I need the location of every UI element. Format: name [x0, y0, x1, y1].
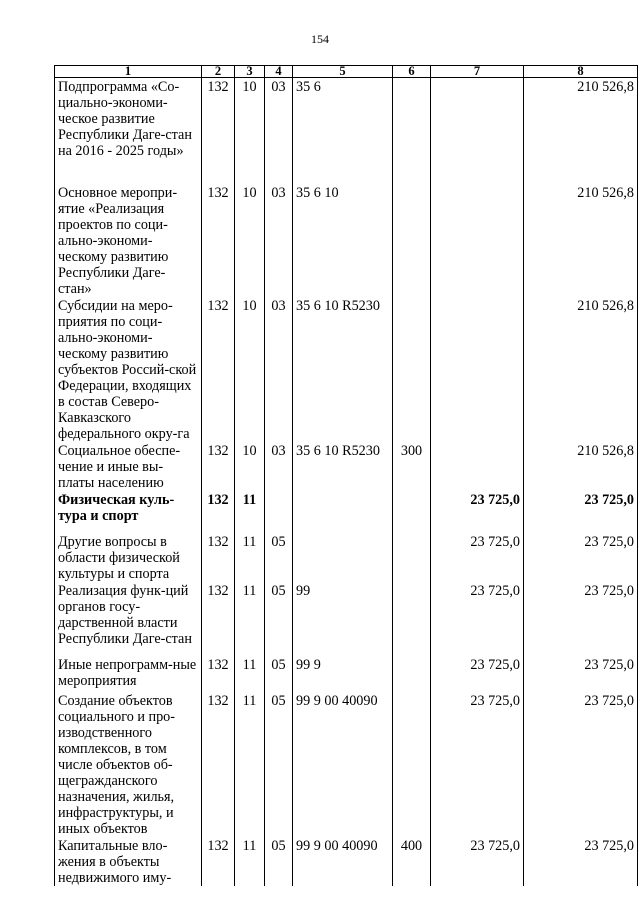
table-row [55, 692, 638, 837]
code-6-cell [393, 692, 431, 837]
code-6-cell [393, 78, 431, 184]
code-3-cell: 10 [235, 442, 265, 491]
code-5-cell: 99 9 00 40090 [293, 837, 393, 886]
code-3-cell: 11 [235, 491, 265, 533]
code-2-cell: 132 [202, 297, 235, 442]
table-row [55, 837, 638, 886]
amount-8-cell: 210 526,8 [524, 78, 638, 184]
amount-7-cell [431, 184, 524, 297]
code-2-cell: 132 [202, 656, 235, 692]
code-6-cell: 300 [393, 442, 431, 491]
amount-7-cell: 23 725,0 [431, 582, 524, 656]
column-header: 3 [235, 66, 265, 78]
row-name-cell: Социальное обеспе-чение и иные вы-платы населению [55, 442, 202, 491]
amount-8-cell: 210 526,8 [524, 184, 638, 297]
code-5-cell: 35 6 [293, 78, 393, 184]
column-header: 7 [431, 66, 524, 78]
code-4-cell: 03 [265, 442, 293, 491]
code-6-cell [393, 582, 431, 656]
code-4-cell: 03 [265, 297, 293, 442]
row-name-cell: Реализация функ-ций органов госу-дарственной власти Республики Даге-стан [55, 582, 202, 656]
table-header-row [55, 66, 638, 78]
code-6-cell [393, 656, 431, 692]
code-6-cell [393, 533, 431, 582]
row-name-cell: Иные непрограмм-ные мероприятия [55, 656, 202, 692]
code-2-cell: 132 [202, 491, 235, 533]
code-3-cell: 10 [235, 78, 265, 184]
code-5-cell: 99 9 [293, 656, 393, 692]
code-2-cell: 132 [202, 837, 235, 886]
amount-8-cell: 23 725,0 [524, 656, 638, 692]
column-header: 5 [293, 66, 393, 78]
code-3-cell: 10 [235, 297, 265, 442]
page-number: 154 [311, 32, 329, 46]
table-row [55, 184, 638, 297]
row-name-cell: Физическая куль-тура и спорт [55, 491, 202, 533]
code-5-cell: 35 6 10 R5230 [293, 442, 393, 491]
table-row [55, 442, 638, 491]
amount-7-cell: 23 725,0 [431, 692, 524, 837]
code-2-cell: 132 [202, 78, 235, 184]
code-5-cell: 99 [293, 582, 393, 656]
row-name-cell: Другие вопросы в области физической культуры и спорта [55, 533, 202, 582]
amount-8-cell: 23 725,0 [524, 692, 638, 837]
table-row [55, 491, 638, 533]
column-header: 2 [202, 66, 235, 78]
code-3-cell: 11 [235, 533, 265, 582]
column-header: 6 [393, 66, 431, 78]
code-2-cell: 132 [202, 582, 235, 656]
code-4-cell: 03 [265, 184, 293, 297]
code-6-cell [393, 184, 431, 297]
column-header: 8 [524, 66, 638, 78]
table-row [55, 533, 638, 582]
code-6-cell [393, 491, 431, 533]
table-row [55, 656, 638, 692]
code-6-cell: 400 [393, 837, 431, 886]
code-5-cell [293, 533, 393, 582]
amount-7-cell [431, 297, 524, 442]
code-2-cell: 132 [202, 442, 235, 491]
code-3-cell: 11 [235, 692, 265, 837]
amount-7-cell: 23 725,0 [431, 491, 524, 533]
amount-7-cell [431, 442, 524, 491]
table-row [55, 78, 638, 184]
table-row [55, 297, 638, 442]
row-name-cell: Подпрограмма «Со-циально-экономи-ческое развитие Республики Даге-стан на 2016 - 2025 годы» [55, 78, 202, 184]
code-5-cell [293, 491, 393, 533]
code-3-cell: 11 [235, 582, 265, 656]
row-name-cell: Основное меропри-ятие «Реализация проектов по соци-ально-экономи-ческому развитию Республики Даге-стан» [55, 184, 202, 297]
code-4-cell: 03 [265, 78, 293, 184]
amount-7-cell: 23 725,0 [431, 533, 524, 582]
amount-7-cell [431, 78, 524, 184]
amount-8-cell: 23 725,0 [524, 837, 638, 886]
code-2-cell: 132 [202, 533, 235, 582]
amount-8-cell: 23 725,0 [524, 582, 638, 656]
code-4-cell: 05 [265, 656, 293, 692]
amount-8-cell: 210 526,8 [524, 297, 638, 442]
code-3-cell: 11 [235, 837, 265, 886]
code-3-cell: 10 [235, 184, 265, 297]
amount-8-cell: 23 725,0 [524, 491, 638, 533]
column-header: 4 [265, 66, 293, 78]
code-5-cell: 35 6 10 [293, 184, 393, 297]
code-3-cell: 11 [235, 656, 265, 692]
amount-7-cell: 23 725,0 [431, 837, 524, 886]
code-4-cell: 05 [265, 837, 293, 886]
row-name-cell: Субсидии на меро-приятия по соци-ально-экономи-ческому развитию субъектов Россий-ской Федерации, входящих в состав Северо-Кавказского федерального окру-га [55, 297, 202, 442]
amount-7-cell: 23 725,0 [431, 656, 524, 692]
code-5-cell: 35 6 10 R5230 [293, 297, 393, 442]
code-5-cell: 99 9 00 40090 [293, 692, 393, 837]
code-2-cell: 132 [202, 692, 235, 837]
row-name-cell: Создание объектов социального и про-изводственного комплексов, в том числе объектов об-щегражданского назначения, жилья, инфраструктуры, и иных объектов [55, 692, 202, 837]
code-4-cell: 05 [265, 533, 293, 582]
code-2-cell: 132 [202, 184, 235, 297]
budget-table [54, 65, 638, 886]
row-name-cell: Капитальные вло-жения в объекты недвижимого иму- [55, 837, 202, 886]
table-row [55, 582, 638, 656]
code-4-cell: 05 [265, 582, 293, 656]
amount-8-cell: 210 526,8 [524, 442, 638, 491]
code-6-cell [393, 297, 431, 442]
column-header: 1 [55, 66, 202, 78]
code-4-cell: 05 [265, 692, 293, 837]
code-4-cell [265, 491, 293, 533]
amount-8-cell: 23 725,0 [524, 533, 638, 582]
